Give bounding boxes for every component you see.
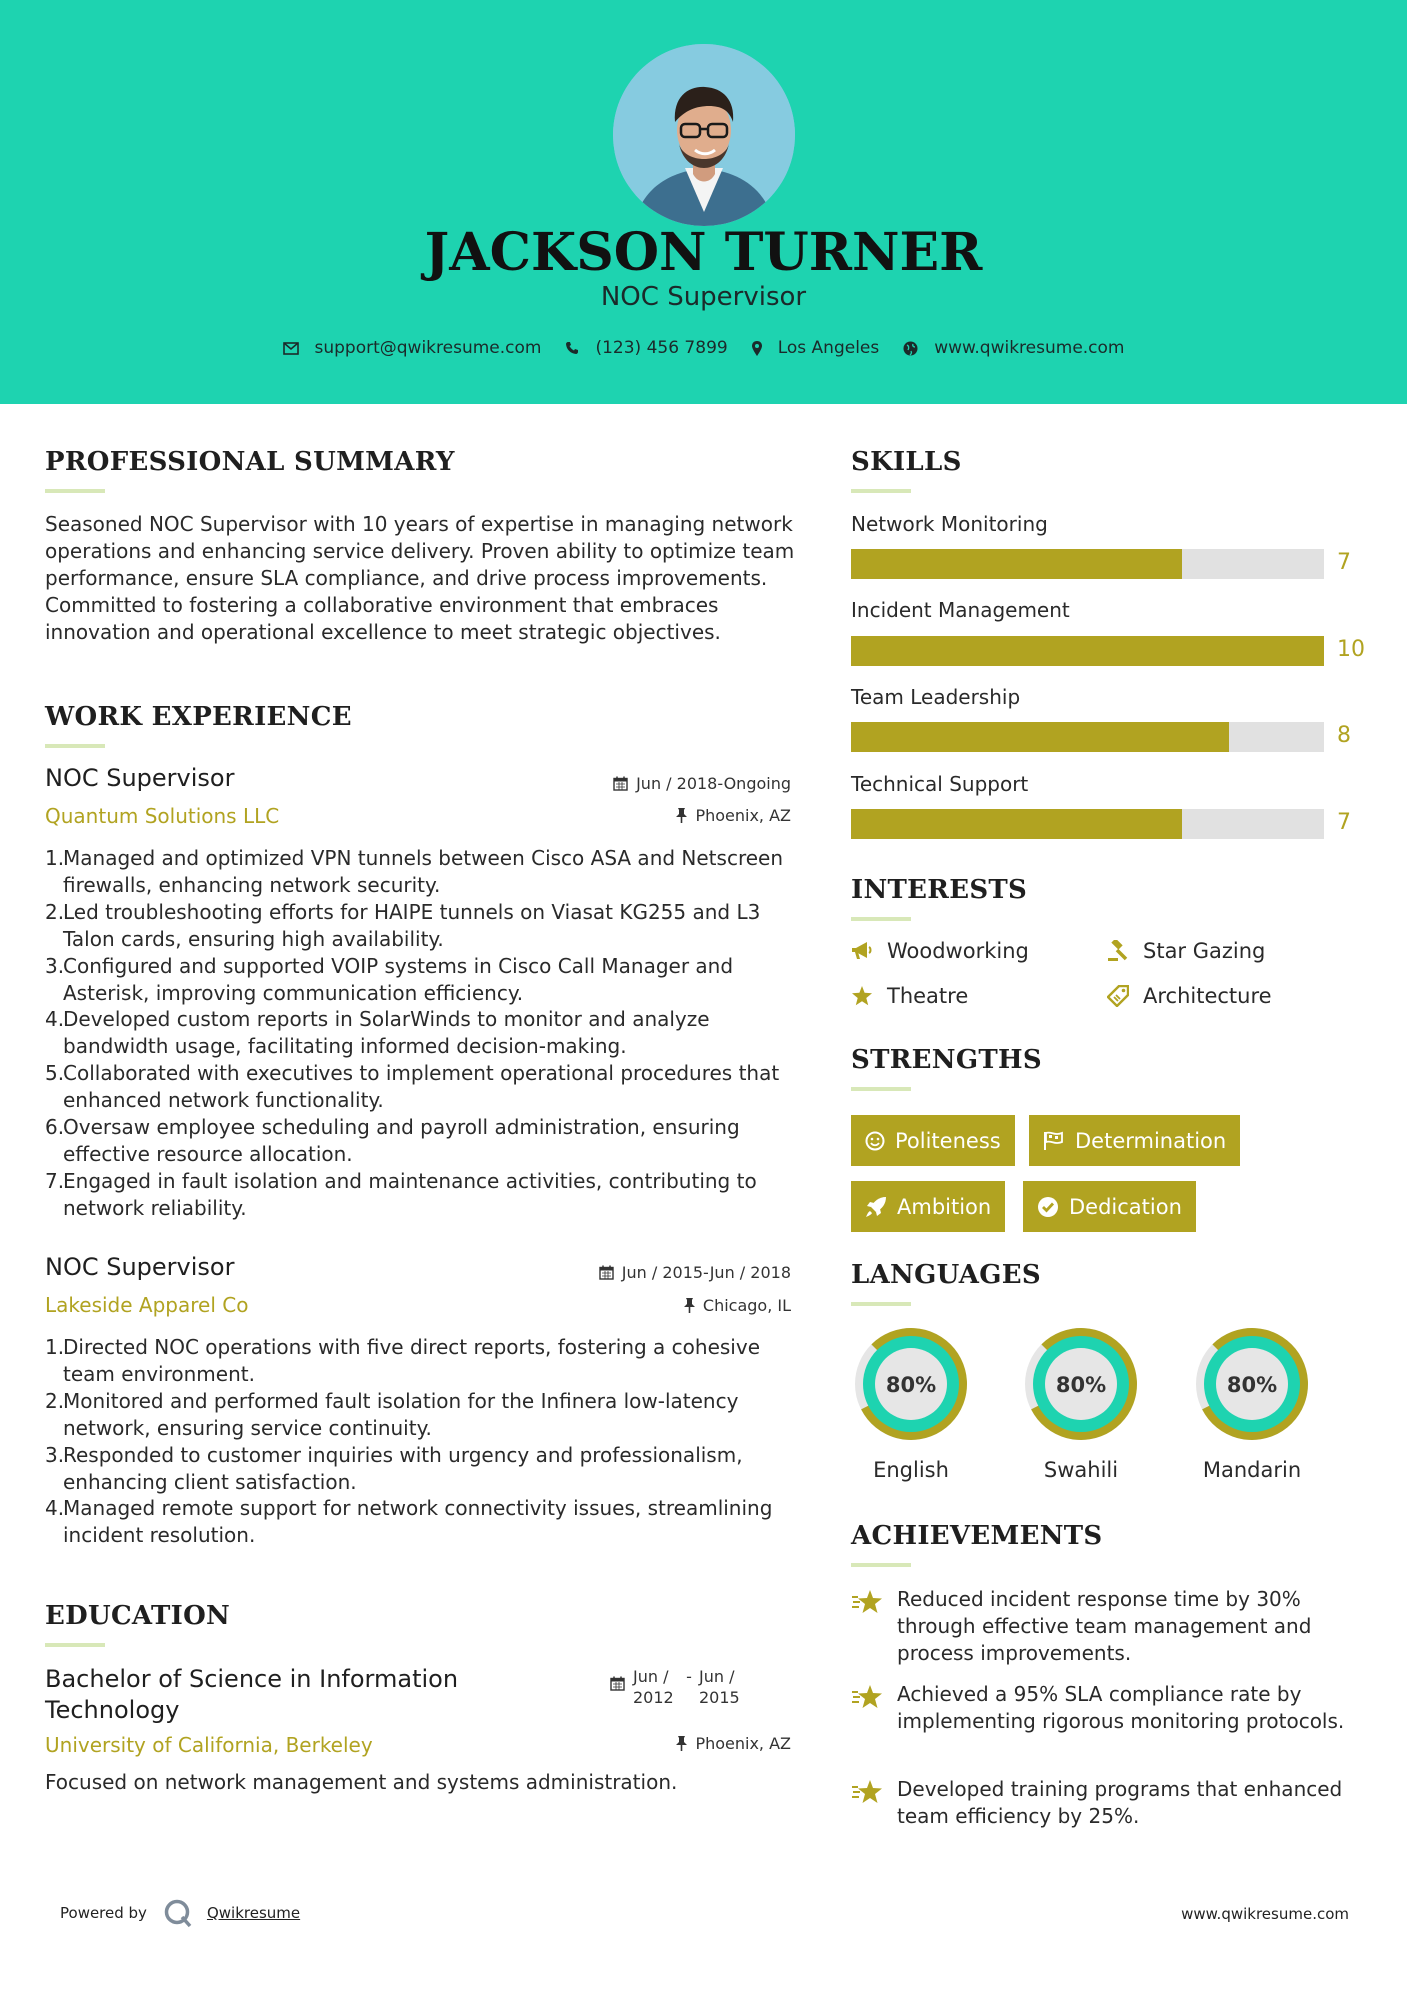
experience-rule xyxy=(45,744,105,748)
interest-item: Architecture xyxy=(1107,984,1272,1008)
footer-powered-by xyxy=(60,1898,300,1928)
interest-item: Theatre xyxy=(851,984,968,1008)
list-item: 3. Responded to customer inquiries with urgency and professionalism, enhancing client satisfaction. xyxy=(45,1442,743,1494)
contact-bar xyxy=(0,338,1407,358)
strength-chip: Dedication xyxy=(1023,1181,1196,1232)
education-date-separator: - xyxy=(686,1667,692,1686)
list-item: 1. Managed and optimized VPN tunnels between Cisco ASA and Netscreen firewalls, enhancing network security. xyxy=(45,846,784,897)
language-ring xyxy=(849,1322,973,1446)
candidate-title: NOC Supervisor xyxy=(600,282,807,312)
contact-website-text: www.qwikresume.com xyxy=(934,338,1125,358)
footer-website[interactable]: www.qwikresume.com xyxy=(1181,1905,1349,1923)
skill-bar-track xyxy=(851,636,1324,666)
job-1-title: NOC Supervisor xyxy=(45,764,235,792)
achievements-heading: ACHIEVEMENTS xyxy=(851,1521,1103,1551)
job-1-company: Quantum Solutions LLC xyxy=(45,804,280,828)
skill-bar-track xyxy=(851,722,1324,752)
trophy-star-icon xyxy=(851,1588,885,1616)
skill-bar-fill xyxy=(851,549,1182,579)
powered-by-text: Powered by xyxy=(60,1904,147,1922)
summary-rule xyxy=(45,489,105,493)
list-item: 3. Configured and supported VOIP systems in Cisco Call Manager and Asterisk, improving communication efficiency. xyxy=(45,953,734,1005)
skills-heading: SKILLS xyxy=(851,447,962,477)
job-1-location xyxy=(676,806,791,825)
education-degree: Bachelor of Science in Information Technology xyxy=(45,1665,459,1724)
list-item: 1. Directed NOC operations with five direct reports, fostering a cohesive team environment. xyxy=(45,1335,761,1386)
skills-rule xyxy=(851,489,911,493)
envelope-icon xyxy=(283,342,299,355)
job-1-location-text: Phoenix, AZ xyxy=(695,806,791,825)
education-end: Jun / 2015 xyxy=(699,1667,740,1707)
header-banner xyxy=(0,0,1407,404)
skill-bar-fill xyxy=(851,636,1324,666)
language-item xyxy=(1190,1322,1314,1482)
candidate-name: JACKSON TURNER xyxy=(424,222,983,283)
job-1-bullets xyxy=(45,845,815,1222)
flag-icon xyxy=(1043,1131,1065,1151)
skill-bar-track xyxy=(851,549,1324,579)
summary-text: Seasoned NOC Supervisor with 10 years of expertise in managing network operations and enhancing service delivery. Proven ability to optimize team performance, ensure SLA compliance, and drive process improvements. Committed to fostering a collaborative environment that embraces innovation and operational excellence to meet strategic objectives. xyxy=(45,512,795,644)
skill-value: 7 xyxy=(1337,550,1351,575)
gavel-icon xyxy=(1107,940,1129,962)
contact-location xyxy=(752,338,880,358)
skill-label: Incident Management xyxy=(851,598,1070,622)
rocket-icon xyxy=(865,1196,887,1218)
trophy-star-icon xyxy=(851,1778,885,1806)
strength-chip: Ambition xyxy=(851,1181,1005,1232)
star-icon xyxy=(851,986,873,1006)
calendar-icon xyxy=(599,1265,614,1280)
skill-value: 10 xyxy=(1337,637,1365,662)
list-item: 6. Oversaw employee scheduling and payroll administration, ensuring effective resource allocation. xyxy=(45,1115,740,1166)
skill-bar-fill xyxy=(851,722,1229,752)
contact-phone-text: (123) 456 7899 xyxy=(595,338,728,358)
phone-icon xyxy=(565,341,579,355)
skill-value: 8 xyxy=(1337,723,1351,748)
strengths-rule xyxy=(851,1087,911,1091)
language-item xyxy=(1019,1322,1143,1482)
education-location xyxy=(676,1734,791,1753)
education-description: Focused on network management and systems administration. xyxy=(45,1770,678,1794)
pushpin-icon xyxy=(676,808,687,823)
strength-chip: Politeness xyxy=(851,1115,1015,1166)
language-name: Mandarin xyxy=(1202,1458,1302,1482)
avatar xyxy=(613,44,795,226)
interests-rule xyxy=(851,917,911,921)
job-2-company: Lakeside Apparel Co xyxy=(45,1293,249,1317)
language-ring xyxy=(1019,1322,1143,1446)
skill-bar-fill xyxy=(851,809,1182,839)
job-1-dates xyxy=(613,774,791,793)
education-school: University of California, Berkeley xyxy=(45,1733,373,1757)
languages-heading: LANGUAGES xyxy=(851,1260,1041,1290)
interest-item: Woodworking xyxy=(851,939,1029,963)
language-item xyxy=(849,1322,973,1482)
check-circle-icon xyxy=(1037,1196,1059,1218)
education-location-text: Phoenix, AZ xyxy=(695,1734,791,1753)
list-item: 4. Managed remote support for network connectivity issues, streamlining incident resolution. xyxy=(45,1496,773,1548)
interest-item: Star Gazing xyxy=(1107,939,1265,963)
trophy-star-icon xyxy=(851,1683,885,1711)
tag-icon xyxy=(1107,985,1129,1007)
job-2-location-text: Chicago, IL xyxy=(702,1296,791,1315)
qwikresume-logo-icon xyxy=(163,1898,193,1928)
language-name: Swahili xyxy=(1043,1458,1119,1482)
education-rule xyxy=(45,1643,105,1647)
education-heading: EDUCATION xyxy=(45,1601,231,1631)
job-2-dates xyxy=(599,1263,791,1282)
profile-photo xyxy=(613,44,795,226)
job-2-dates-text: Jun / 2015-Jun / 2018 xyxy=(621,1263,791,1282)
pushpin-icon xyxy=(676,1736,687,1751)
list-item: 5. Collaborated with executives to implement operational procedures that enhanced network functionality. xyxy=(45,1061,780,1113)
list-item: 7. Engaged in fault isolation and maintenance activities, contributing to network reliability. xyxy=(45,1168,757,1220)
job-1-dates-text: Jun / 2018-Ongoing xyxy=(636,774,791,793)
strengths-heading: STRENGTHS xyxy=(851,1045,1042,1075)
contact-email-text: support@qwikresume.com xyxy=(314,338,542,358)
globe-icon xyxy=(903,341,918,356)
summary-heading: PROFESSIONAL SUMMARY xyxy=(45,447,455,477)
achievement-item: Developed training programs that enhanced team efficiency by 25%. xyxy=(851,1776,1351,1830)
strength-chip: Determination xyxy=(1029,1115,1240,1166)
job-2-bullets xyxy=(45,1334,815,1549)
achievement-item: Achieved a 95% SLA compliance rate by implementing rigorous monitoring protocols. xyxy=(851,1681,1351,1735)
language-ring xyxy=(1190,1322,1314,1446)
contact-website[interactable] xyxy=(903,338,1124,358)
experience-heading: WORK EXPERIENCE xyxy=(45,702,352,732)
languages-rule xyxy=(851,1302,911,1306)
smile-icon xyxy=(865,1131,885,1151)
language-name: English xyxy=(873,1458,949,1482)
contact-phone[interactable] xyxy=(565,338,727,358)
interests-heading: INTERESTS xyxy=(851,875,1028,905)
contact-location-text: Los Angeles xyxy=(777,338,880,358)
list-item: 4. Developed custom reports in SolarWinds to monitor and analyze bandwidth usage, facilitating informed decision-making. xyxy=(45,1007,710,1059)
language-percent: 80% xyxy=(885,1373,937,1397)
education-dates xyxy=(610,1666,745,1708)
list-item: 2. Monitored and performed fault isolation for the Infinera low-latency network, ensuring service continuity. xyxy=(45,1388,739,1440)
calendar-icon xyxy=(610,1676,625,1691)
achievement-item: Reduced incident response time by 30% through effective team management and process improvements. xyxy=(851,1586,1351,1667)
pushpin-icon xyxy=(684,1298,695,1313)
language-percent: 80% xyxy=(1226,1373,1278,1397)
contact-email[interactable] xyxy=(283,338,542,358)
skill-value: 7 xyxy=(1337,810,1351,835)
job-2-title: NOC Supervisor xyxy=(45,1253,235,1281)
map-pin-icon xyxy=(752,341,762,356)
education-start: Jun / 2012 xyxy=(633,1667,674,1707)
qwikresume-link[interactable]: Qwikresume xyxy=(206,1904,301,1922)
language-percent: 80% xyxy=(1055,1373,1107,1397)
skill-label: Team Leadership xyxy=(851,685,1021,709)
list-item: 2. Led troubleshooting efforts for HAIPE tunnels on Viasat KG255 and L3 Talon cards, ensuring high availability. xyxy=(45,899,761,951)
skill-label: Network Monitoring xyxy=(851,512,1048,536)
skill-label: Technical Support xyxy=(851,772,1029,796)
job-2-location xyxy=(684,1296,791,1315)
calendar-icon xyxy=(613,776,628,791)
megaphone-icon xyxy=(851,941,873,961)
achievements-rule xyxy=(851,1563,911,1567)
skill-bar-track xyxy=(851,809,1324,839)
